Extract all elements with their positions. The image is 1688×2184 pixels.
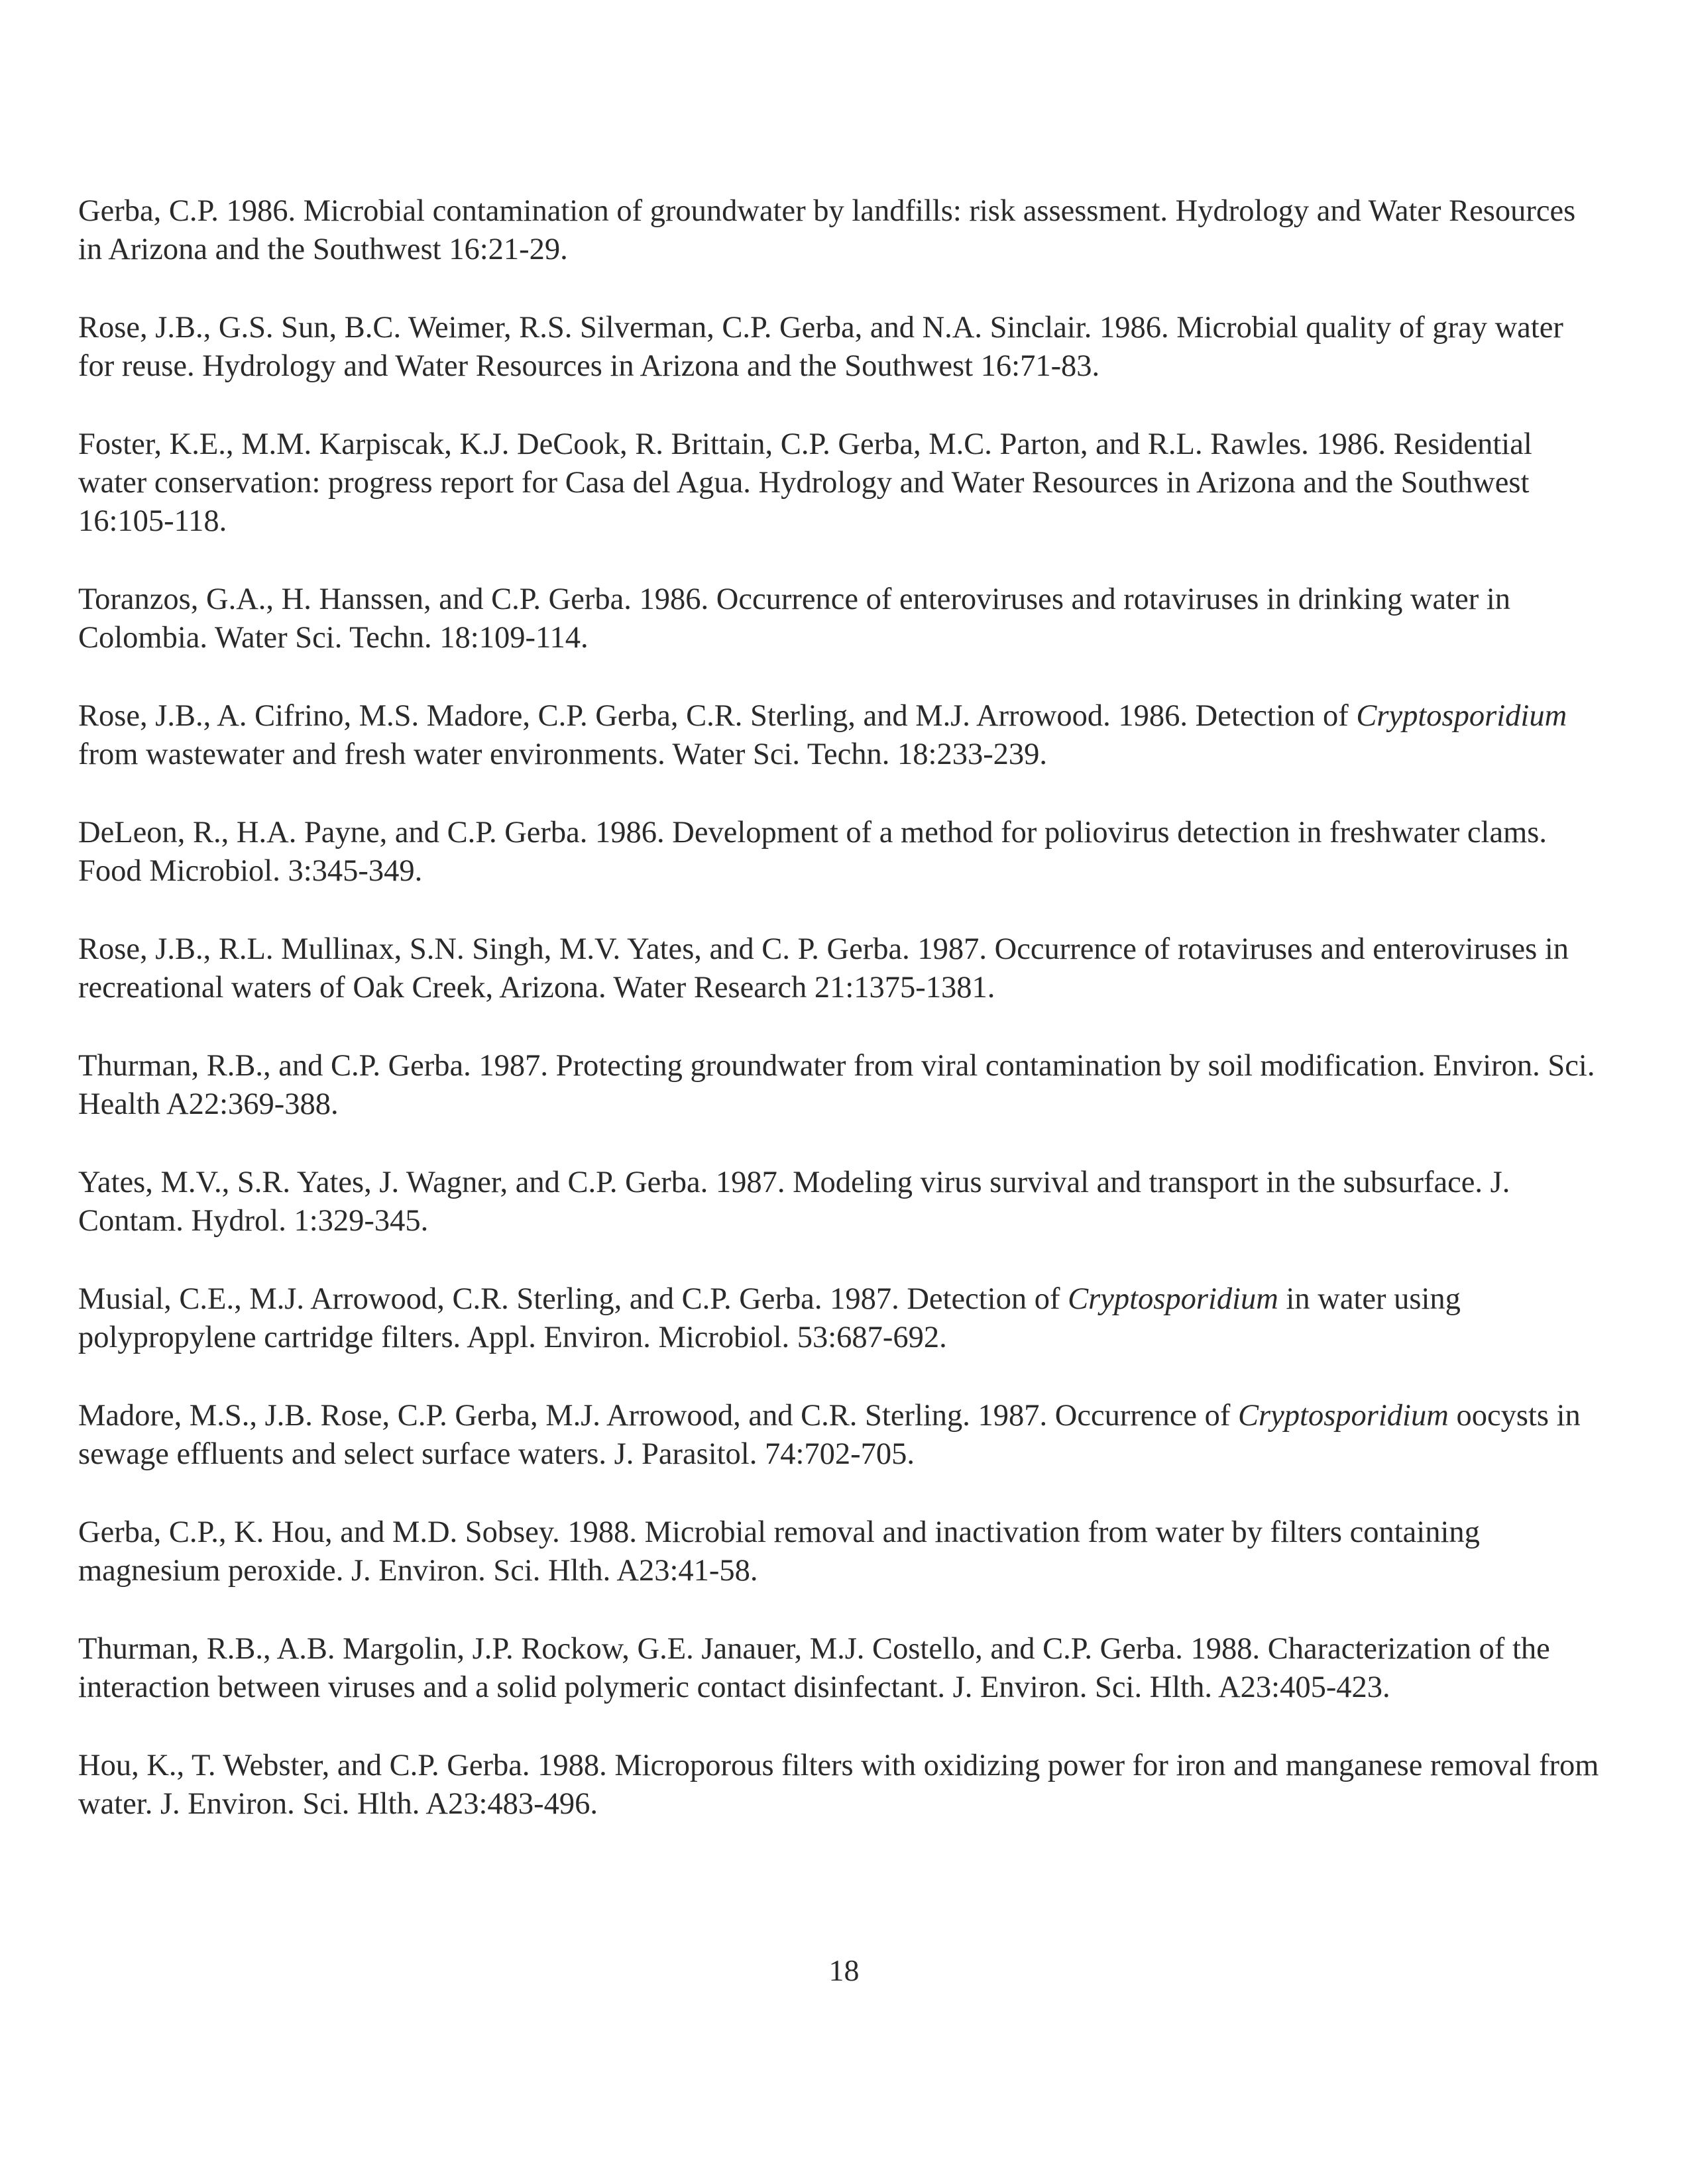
reference-text: Rose, J.B., G.S. Sun, B.C. Weimer, R.S. Silverman, C.P. Gerba, and N.A. Sinclair. 1986. Microbial quality of gray water for reuse. Hydrology and Water Resources in Arizona and the Southwest 16:71-83. [78, 311, 1563, 383]
reference-list [78, 192, 1603, 1863]
reference-text: oocysts in sewage effluents and select surface waters. J. Parasitol. 74:702-705. [78, 1399, 1581, 1471]
reference-italic-term: Cryptosporidium [1356, 699, 1567, 733]
reference-entry [78, 930, 1603, 1007]
reference-text: from wastewater and fresh water environments. Water Sci. Techn. 18:233-239. [78, 737, 1048, 771]
reference-italic-term: Cryptosporidium [1068, 1282, 1278, 1316]
reference-text: Thurman, R.B., A.B. Margolin, J.P. Rockow, G.E. Janauer, M.J. Costello, and C.P. Gerba. 1988. Characterization of the interaction between viruses and a solid polymeric contact disinfectant. J. Environ. Sci. Hlth. A23:405-423. [78, 1632, 1550, 1704]
reference-entry [78, 425, 1603, 541]
reference-entry [78, 1513, 1603, 1590]
reference-entry [78, 814, 1603, 891]
reference-italic-term: Cryptosporidium [1238, 1399, 1449, 1433]
reference-text: Gerba, C.P., K. Hou, and M.D. Sobsey. 1988. Microbial removal and inactivation from water by filters containing magnesium peroxide. J. Environ. Sci. Hlth. A23:41-58. [78, 1515, 1480, 1588]
reference-text: Hou, K., T. Webster, and C.P. Gerba. 1988. Microporous filters with oxidizing power for iron and manganese removal from water. J. Environ. Sci. Hlth. A23:483-496. [78, 1749, 1599, 1821]
reference-entry [78, 697, 1603, 774]
reference-text: Rose, J.B., A. Cifrino, M.S. Madore, C.P. Gerba, C.R. Sterling, and M.J. Arrowood. 1986. Detection of [78, 699, 1357, 733]
reference-text: DeLeon, R., H.A. Payne, and C.P. Gerba. 1986. Development of a method for poliovirus detection in freshwater clams. Food Microbiol. 3:345-349. [78, 816, 1547, 888]
reference-text: in water using polypropylene cartridge filters. Appl. Environ. Microbiol. 53:687-692. [78, 1282, 1461, 1354]
reference-entry [78, 580, 1603, 657]
reference-text: Foster, K.E., M.M. Karpiscak, K.J. DeCook, R. Brittain, C.P. Gerba, M.C. Parton, and R.L. Rawles. 1986. Residential water conservation: progress report for Casa del Agua. Hydrology and Water Resources in Arizona and the Southwest 16:105-118. [78, 427, 1532, 538]
reference-entry [78, 192, 1603, 269]
reference-text: Yates, M.V., S.R. Yates, J. Wagner, and C.P. Gerba. 1987. Modeling virus survival and transport in the subsurface. J. Contam. Hydrol. 1:329-345. [78, 1166, 1510, 1238]
reference-entry [78, 1630, 1603, 1707]
reference-text: Thurman, R.B., and C.P. Gerba. 1987. Protecting groundwater from viral contamination by soil modification. Environ. Sci. Health A22:369-388. [78, 1049, 1595, 1121]
reference-entry [78, 1397, 1603, 1474]
page-number: 18 [828, 1953, 860, 1987]
reference-text: Madore, M.S., J.B. Rose, C.P. Gerba, M.J. Arrowood, and C.R. Sterling. 1987. Occurrence of [78, 1399, 1239, 1433]
reference-text: Toranzos, G.A., H. Hanssen, and C.P. Gerba. 1986. Occurrence of enteroviruses and rotaviruses in drinking water in Colombia. Water Sci. Techn. 18:109-114. [78, 582, 1511, 655]
reference-entry [78, 1164, 1603, 1240]
reference-entry [78, 1747, 1603, 1824]
reference-entry [78, 1280, 1603, 1357]
reference-text: Rose, J.B., R.L. Mullinax, S.N. Singh, M.V. Yates, and C. P. Gerba. 1987. Occurrence of rotaviruses and enteroviruses in recreational waters of Oak Creek, Arizona. Water Research 21:1375-1381. [78, 932, 1569, 1005]
reference-text: Gerba, C.P. 1986. Microbial contamination of groundwater by landfills: risk assessment. Hydrology and Water Resources in Arizona and the Southwest 16:21-29. [78, 194, 1576, 266]
reference-text: Musial, C.E., M.J. Arrowood, C.R. Sterling, and C.P. Gerba. 1987. Detection of [78, 1282, 1068, 1316]
reference-entry [78, 1047, 1603, 1124]
reference-entry [78, 309, 1603, 386]
